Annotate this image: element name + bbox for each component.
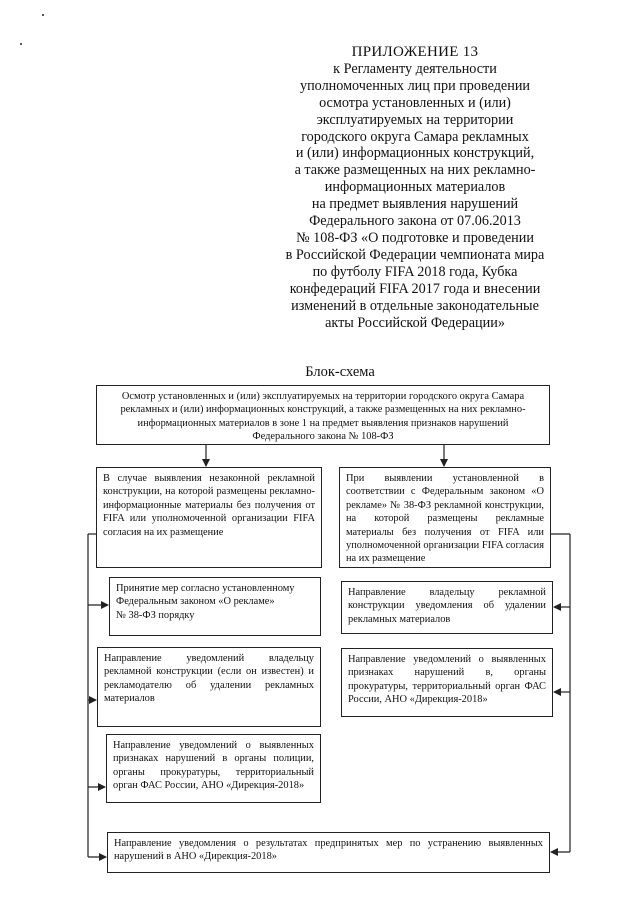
box-notify-owner-advertiser xyxy=(97,647,321,727)
appendix-line: в Российской Федерации чемпионата мира xyxy=(285,246,545,263)
box-line: Принятие мер согласно установленному xyxy=(116,583,295,594)
appendix-line: а также размещенных на них рекламно- xyxy=(294,162,536,179)
box-line: Федерального закона № 108-ФЗ xyxy=(252,431,394,443)
appendix-line: к Регламенту деятельности xyxy=(333,60,497,77)
box-illegal-construction xyxy=(96,467,322,568)
box-line: рекламных и (или) информационных конструкций, а также размещенных на них рекламно- xyxy=(120,404,526,416)
appendix-line: акты Российской Федерации» xyxy=(325,314,505,331)
appendix-line: эксплуатируемых на территории xyxy=(316,111,514,128)
appendix-title: ПРИЛОЖЕНИЕ 13 xyxy=(351,44,479,60)
box-text: При выявлении установленной в соответствии с Федеральным законом «О рекламе» № 38-ФЗ рекламной конструкции, на которой размещены рекламные материалы без получения от FIFA или уполномоченной организации FIFA согласия на их размещение xyxy=(346,473,544,565)
box-text: В случае выявления незаконной рекламной конструкции, на которой размещены рекламно-информационные материалы без получения от FIFA или уполномоченной организации FIFA согласия на их размещение xyxy=(103,473,315,538)
appendix-line: на предмет выявления нарушений xyxy=(311,196,519,213)
box-line: информационных материалов в зоне 1 на предмет выявления признаков нарушений xyxy=(137,417,509,429)
box-notify-owner-removal xyxy=(341,581,553,634)
box-text: Направление уведомления о результатах предпринятых мер по устранению выявленных нарушений в АНО «Дирекция-2018» xyxy=(114,838,543,863)
appendix-line: информационных материалов xyxy=(324,179,506,196)
appendix-line: городского округа Самара рекламных xyxy=(301,128,529,145)
appendix-line: уполномоченных лиц при проведении xyxy=(299,77,531,94)
box-notify-authorities-right xyxy=(341,648,553,717)
box-report-results xyxy=(107,832,550,873)
box-take-measures xyxy=(109,577,321,636)
box-text: Направление владельцу рекламной конструкции уведомления об удалении рекламных материалов xyxy=(348,587,546,625)
box-text: Направление уведомлений о выявленных признаках нарушений в, органы прокуратуры, территориальный орган ФАС России, АНО «Дирекция-2018» xyxy=(348,654,546,706)
appendix-line: по футболу FIFA 2018 года, Кубка xyxy=(312,263,518,280)
appendix-line: и (или) информационных конструкций, xyxy=(295,145,535,162)
box-line: Осмотр установленных и (или) эксплуатируемых на территории городского округа Самара xyxy=(121,391,525,402)
box-line: Федеральным законом «О рекламе» xyxy=(116,596,275,608)
box-text: Направление уведомлений о выявленных признаках нарушений в органы полиции, органы прокуратуры, территориальный орган ФАС России, АНО «Дирекция-2018» xyxy=(113,740,314,792)
box-legal-construction xyxy=(339,467,551,568)
flowchart-title: Блок-схема xyxy=(305,364,375,380)
appendix-line: осмотра установленных и (или) xyxy=(319,94,511,111)
box-inspection-start xyxy=(96,385,550,445)
appendix-line: изменений в отдельные законодательные xyxy=(291,297,539,314)
box-line: № 38-ФЗ порядку xyxy=(116,609,195,621)
appendix-line: № 108-ФЗ «О подготовке и проведении xyxy=(296,229,534,246)
appendix-line: конфедераций FIFA 2017 года и внесении xyxy=(289,280,541,297)
box-text: Направление уведомлений владельцу рекламной конструкции (если он известен) и рекламодателю об удалении рекламных материалов xyxy=(104,653,314,705)
box-notify-authorities-left xyxy=(106,734,321,803)
appendix-line: Федерального закона от 07.06.2013 xyxy=(309,213,521,230)
